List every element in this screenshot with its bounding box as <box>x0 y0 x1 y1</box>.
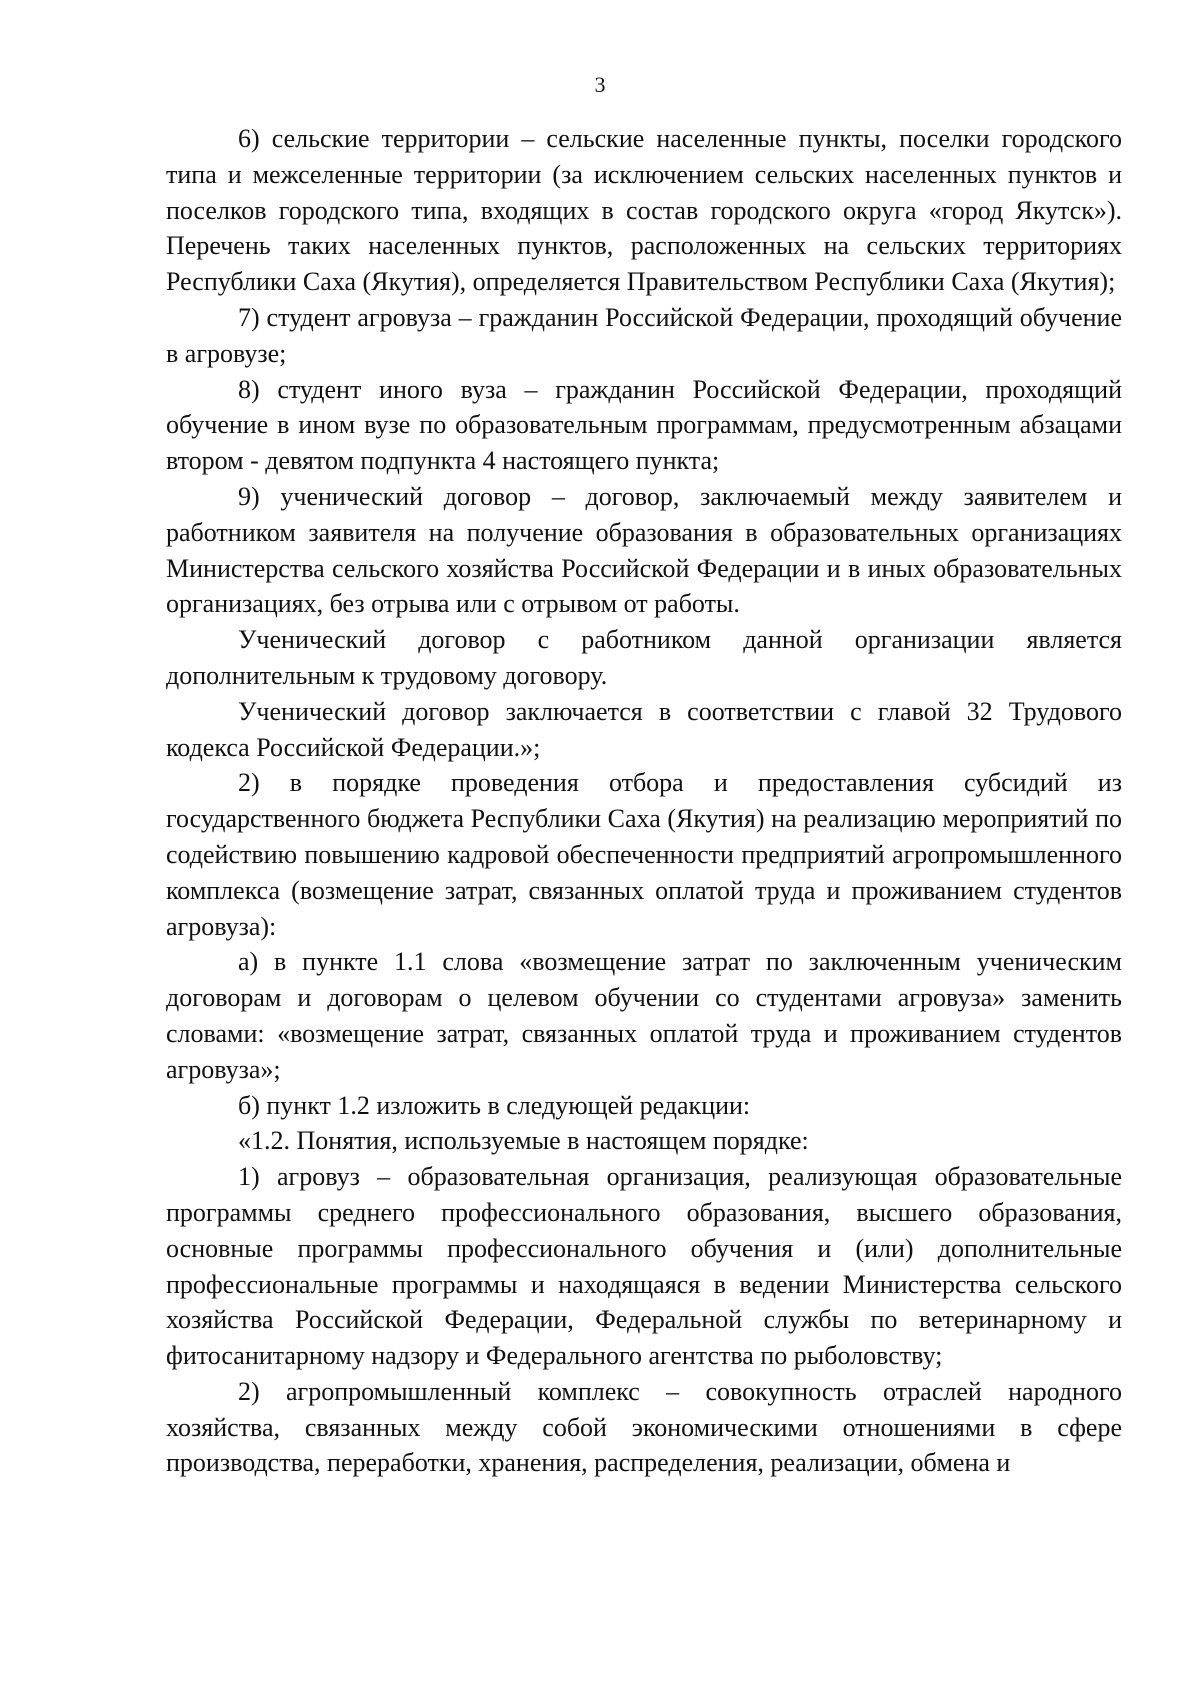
paragraph-apprentice-contract: 9) ученический договор – договор, заключаемый между заявителем и работником заявителя на получение образования в образовательных организациях Министерства сельского хозяйства Российской Федерации и в иных образовательных организациях, без отрыва или с отрывом от работы. <box>166 481 1122 619</box>
paragraph-other-vuz-student: 8) студент иного вуза – гражданин Российской Федерации, проходящий обучение в ином вузе по образовательным программам, предусмотренным абзацами втором - девятом подпункта 4 настоящего пункта; <box>166 374 1122 476</box>
paragraph-concepts-heading: «1.2. Понятия, используемые в настоящем порядке: <box>238 1126 809 1156</box>
paragraph-subsidy-procedure: 2) в порядке проведения отбора и предоставления субсидий из государственного бюджета Республики Саха (Якутия) на реализацию мероприятий по содействию повышению кадровой обеспеченности предприятий агропромышленного комплекса (возмещение затрат, связанных оплатой труда и проживанием студентов агровуза): <box>166 768 1122 941</box>
page-number: 3 <box>594 72 606 97</box>
paragraph-contract-additional: Ученический договор с работником данной организации является дополнительным к трудовому договору. <box>166 625 1122 690</box>
paragraph-agrovuz-definition: 1) агровуз – образовательная организация, реализующая образовательные программы среднего профессионального образования, высшего образования, основные программы профессионального обучения и (или) дополнительные профессиональные программы и находящаяся в ведении Министерства сельского хозяйства Российской Федерации, Федеральной службы по ветеринарному и фитосанитарному надзору и Федерального агентства по рыболовству; <box>166 1162 1122 1371</box>
paragraph-agrovuz-student: 7) студент агровуза – гражданин Российской Федерации, проходящий обучение в агровузе; <box>166 302 1122 368</box>
document-body <box>166 121 1122 1481</box>
paragraph-contract-labor-code: Ученический договор заключается в соответствии с главой 32 Трудового кодекса Российской Федерации.»; <box>166 696 1122 762</box>
paragraph-item-1-2-edit: б) пункт 1.2 изложить в следующей редакции: <box>238 1090 751 1120</box>
paragraph-agro-complex-definition: 2) агропромышленный комплекс – совокупность отраслей народного хозяйства, связанных между собой экономическими отношениями в сфере производства, переработки, хранения, распределения, реализации, обмена и <box>166 1376 1122 1478</box>
paragraph-rural-territories: 6) сельские территории – сельские населенные пункты, поселки городского типа и межселенные территории (за исключением сельских населенных пунктов и поселков городского типа, входящих в состав городского округа «город Якутск»). Перечень таких населенных пунктов, расположенных на сельских территориях Республики Саха (Якутия), определяется Правительством Республики Саха (Якутия); <box>166 124 1122 297</box>
paragraph-item-1-1: а) в пункте 1.1 слова «возмещение затрат по заключенным ученическим договорам и договорам о целевом обучении со студентами агровуза» заменить словами: «возмещение затрат, связанных оплатой труда и проживанием студентов агровуза»; <box>166 947 1122 1084</box>
